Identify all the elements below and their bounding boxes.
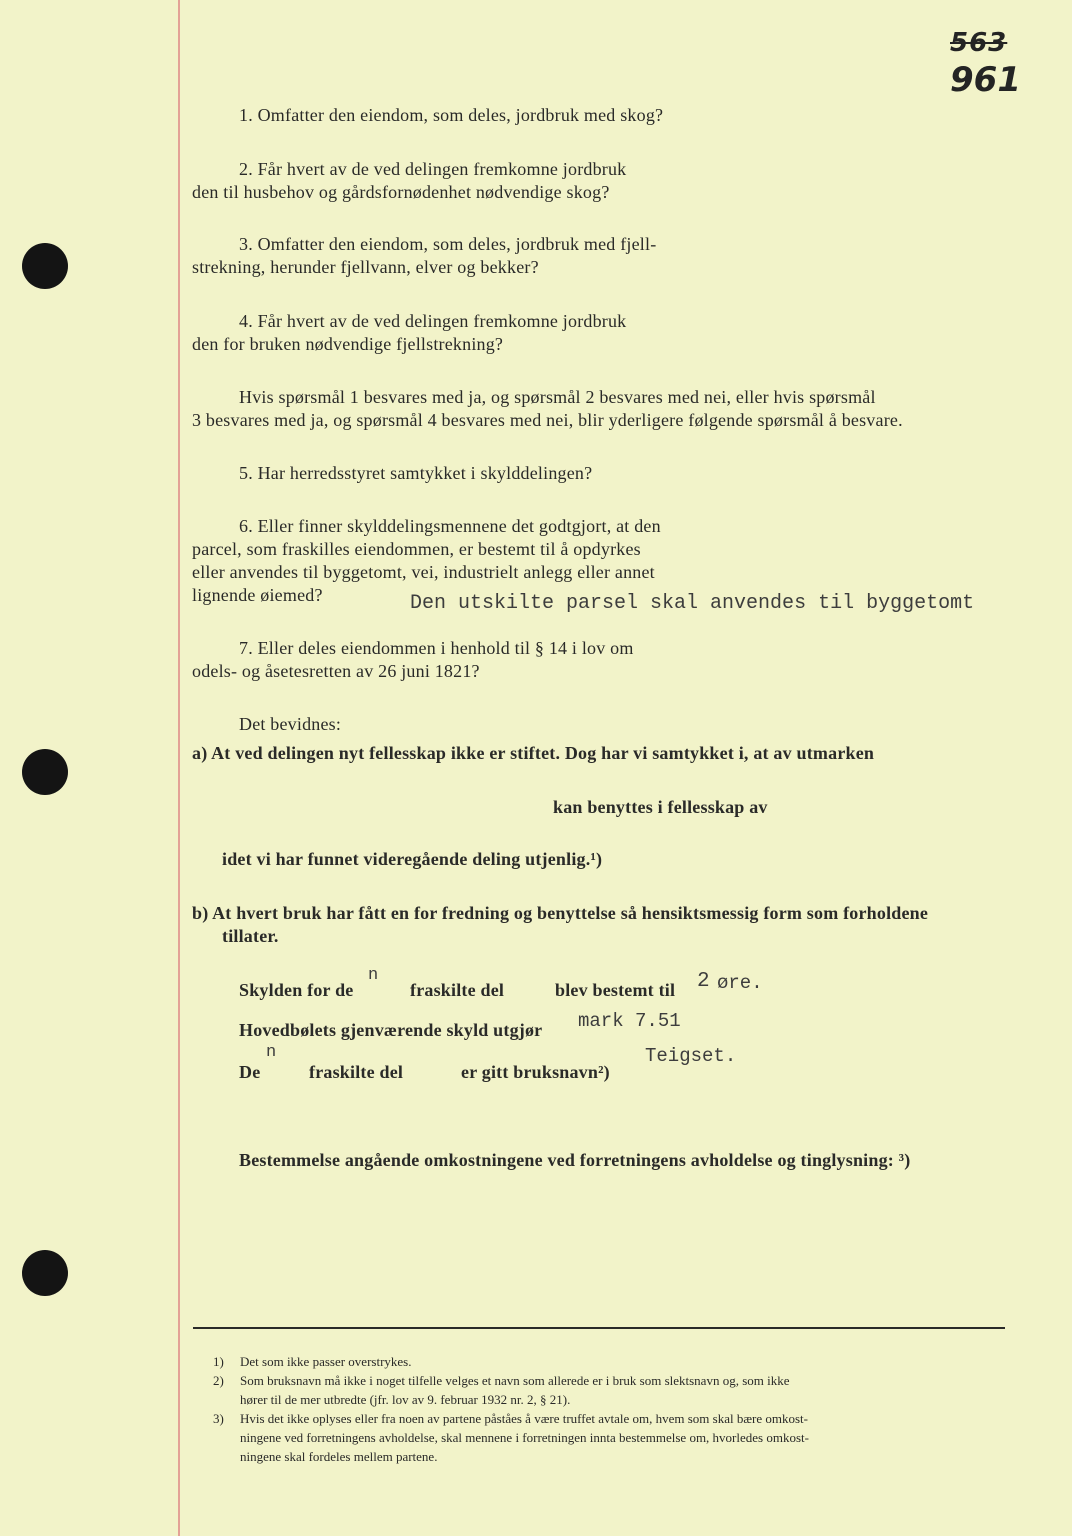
bruksnavn-label-de: De [239,1062,261,1082]
question-6-line-4: lignende øiemed? [192,585,323,605]
costs-label: Bestemmelse angående omkostningene ved forretningens avholdelse og tinglysning: ³) [239,1150,911,1170]
footnote-2-line-1: Som bruksnavn må ikke i noget tilfelle velges et navn som allerede er i bruk som slektsnavn og, som ikke [240,1373,790,1388]
margin-line [178,0,180,1536]
punch-hole [22,243,68,289]
skyld-bestemt-label: blev bestemt til [555,980,676,1000]
bruksnavn-plural-n: n [266,1043,277,1062]
question-6-line-1: 6. Eller finner skylddelingsmennene det godtgjort, at den [239,516,661,536]
question-6-line-3: eller anvendes til byggetomt, vei, industrielt anlegg eller annet [192,562,655,582]
certification-b-line-2: tillater. [222,926,279,946]
question-2-line-2: den til husbehov og gårdsfornødenhet nødvendige skog? [192,182,610,202]
question-1: 1. Omfatter den eiendom, som deles, jordbruk med skog? [239,105,664,125]
certification-b-line-1: b) At hvert bruk har fått en for fredning og benyttelse så hensiktsmessig form som forholdene [192,903,929,923]
bruksnavn-fraskilte-label: fraskilte del [309,1062,404,1082]
question-7-line-2: odels- og åsetesretten av 26 juni 1821? [192,661,480,681]
hovedbol-value: mark 7.51 [578,1010,681,1032]
skyld-value: 2 [697,970,710,993]
question-5: 5. Har herredsstyret samtykket i skylddelingen? [239,463,593,483]
footnote-separator [193,1327,1005,1329]
question-3-line-1: 3. Omfatter den eiendom, som deles, jordbruk med fjell- [239,234,657,254]
footnote-3-number: 3) [213,1411,224,1426]
footnote-2-line-2: hører til de mer utbredte (jfr. lov av 9. februar 1932 nr. 2, § 21). [240,1392,571,1407]
footnote-3-line-2: ningene ved forretningens avholdelse, skal mennene i forretningen innta bestemmelse om, hvorledes omkost- [240,1430,809,1445]
question-4-line-1: 4. Får hvert av de ved delingen fremkomne jordbruk [239,311,627,331]
footnote-1-line-1: Det som ikke passer overstrykes. [240,1354,412,1369]
bruksnavn-value: Teigset. [645,1045,737,1067]
question-7-line-1: 7. Eller deles eiendommen i henhold til § 14 i lov om [239,638,634,658]
certification-a-line-1: a) At ved delingen nyt fellesskap ikke er stiftet. Dog har vi samtykket i, at av utmarken [192,743,875,763]
question-6-typed-answer: Den utskilte parsel skal anvendes til byggetomt [410,592,975,615]
punch-hole [22,1250,68,1296]
question-4-line-2: den for bruken nødvendige fjellstrekning? [192,334,504,354]
footnote-1-number: 1) [213,1354,224,1369]
footnote-3-line-1: Hvis det ikke oplyses eller fra noen av partene påståes å være truffet avtale om, hvem som skal bære omkost- [240,1411,808,1426]
old-page-number: 563 [950,28,1008,58]
skyld-plural-n: n [368,966,379,985]
skyld-label: Skylden for de [239,980,354,1000]
skyld-unit: øre. [717,972,763,994]
condition-line-2: 3 besvares med ja, og spørsmål 4 besvares med nei, blir yderligere følgende spørsmål å besvare. [192,410,903,430]
punch-hole [22,749,68,795]
certification-a-line-2: kan benyttes i fellesskap av [553,797,768,817]
footnote-2-number: 2) [213,1373,224,1388]
skyld-fraskilte-label: fraskilte del [410,980,505,1000]
condition-line-1: Hvis spørsmål 1 besvares med ja, og spørsmål 2 besvares med nei, eller hvis spørsmål [239,387,876,407]
bruksnavn-label: er gitt bruksnavn²) [461,1062,610,1082]
hovedbol-label: Hovedbølets gjenværende skyld utgjør [239,1020,543,1040]
certification-heading: Det bevidnes: [239,714,342,734]
question-3-line-2: strekning, herunder fjellvann, elver og bekker? [192,257,539,277]
question-2-line-1: 2. Får hvert av de ved delingen fremkomne jordbruk [239,159,627,179]
page-number: 961 [950,60,1021,100]
certification-a-line-3: idet vi har funnet videregående deling utjenlig.¹) [222,849,603,869]
question-6-line-2: parcel, som fraskilles eiendommen, er bestemt til å opdyrkes [192,539,641,559]
footnote-3-line-3: ningene skal fordeles mellem partene. [240,1449,438,1464]
